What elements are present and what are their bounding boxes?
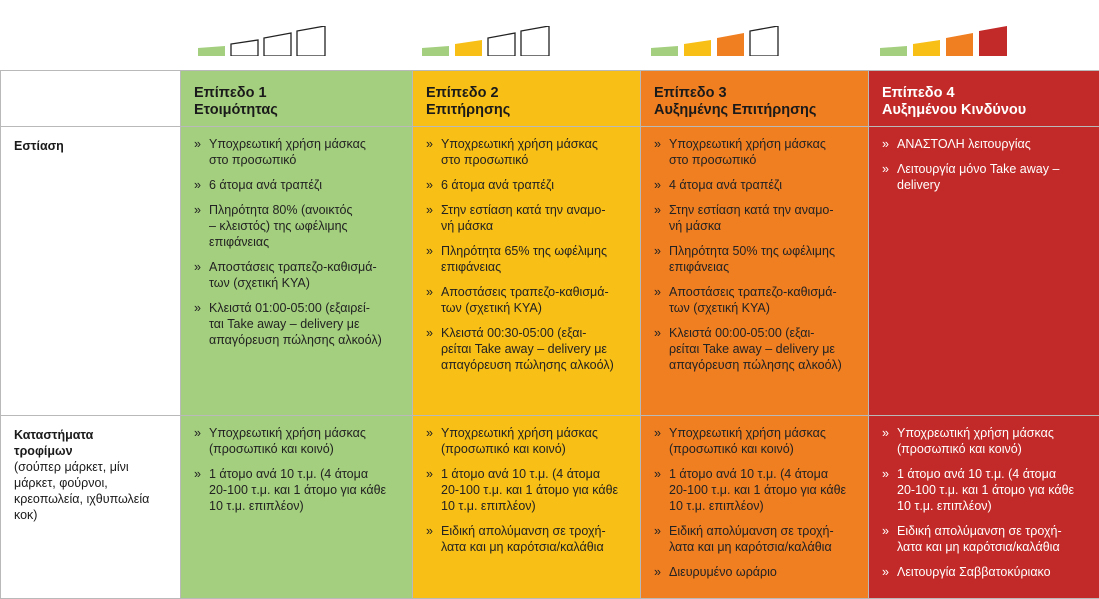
level-1-name: Ετοιμότητας [194,102,412,119]
level-2-name: Επιτήρησης [426,102,640,119]
list-item: » Ειδική απολύμανση σε τροχή- λατα και μη καρότσια/καλάθια [426,523,632,555]
list-item: » Πληρότητα 50% της ωφέλιμης επιφάνειας [654,243,860,275]
row-title: Εστίαση [14,138,180,154]
list-item: » Κλειστά 01:00-05:00 (εξαιρεί- ται Take away – delivery με απαγόρευση πώλησης αλκοόλ) [194,300,404,348]
level-4-name: Αυξημένου Κινδύνου [882,102,1099,119]
row-subtitle: (σούπερ μάρκετ, μίνι μάρκετ, φούρνοι, κρεοπωλεία, ιχθυπωλεία κοκ) [14,459,180,523]
list-item: » 6 άτομα ανά τραπέζι [426,177,632,193]
list-item: » Υποχρεωτική χρήση μάσκας (προσωπικό και κοινό) [654,425,860,457]
list-item: » Λειτουργία μόνο Take away – delivery [882,161,1091,193]
level-2-header [413,71,641,127]
list-item: » Διευρυμένο ωράριο [654,564,860,580]
list-item: » Πληρότητα 80% (ανοικτός – κλειστός) της ωφέλιμης επιφάνειας [194,202,404,250]
level-3-number: Επίπεδο 3 [654,85,868,102]
list-item: » 1 άτομο ανά 10 τ.μ. (4 άτομα 20-100 τ.μ. και 1 άτομο για κάθε 10 τ.μ. επιπλέον) [194,466,404,514]
list-item: » Πληρότητα 65% της ωφέλιμης επιφάνειας [426,243,632,275]
list-item: » Υποχρεωτική χρήση μάσκας (προσωπικό και κοινό) [426,425,632,457]
list-item: » Κλειστά 00:00-05:00 (εξαι- ρείται Take away – delivery με απαγόρευση πώλησης αλκοόλ) [654,325,860,373]
list-item: » 4 άτομα ανά τραπέζι [654,177,860,193]
list-item: » Υποχρεωτική χρήση μάσκας (προσωπικό και κοινό) [882,425,1091,457]
row-label-food-stores [1,416,181,599]
cell-restaurants-level-4 [869,127,1099,416]
list-item: » Υποχρεωτική χρήση μάσκας (προσωπικό και κοινό) [194,425,404,457]
cell-food-stores-level-3 [641,416,869,599]
table-row-restaurants [1,127,1099,416]
level-4-number: Επίπεδο 4 [882,85,1099,102]
list-item: » Υποχρεωτική χρήση μάσκας στο προσωπικό [654,136,860,168]
list-item: » ΑΝΑΣΤΟΛΗ λειτουργίας [882,136,1091,152]
list-item: » Λειτουργία Σαββατοκύριακο [882,564,1091,580]
level-2-number: Επίπεδο 2 [426,85,640,102]
list-item: » Στην εστίαση κατά την αναμο- νή μάσκα [654,202,860,234]
list-item: » Υποχρεωτική χρήση μάσκας στο προσωπικό [194,136,404,168]
level-4-header [869,71,1099,127]
list-item: » 1 άτομο ανά 10 τ.μ. (4 άτομα 20-100 τ.μ. και 1 άτομο για κάθε 10 τ.μ. επιπλέον) [882,466,1091,514]
cell-restaurants-level-1 [181,127,413,416]
cell-restaurants-level-2 [413,127,641,416]
level-3-indicator-icon [651,26,781,56]
level-indicators [0,0,1099,70]
level-1-indicator-icon [198,26,328,56]
cell-restaurants-level-3 [641,127,869,416]
level-1-header [181,71,413,127]
level-1-number: Επίπεδο 1 [194,85,412,102]
level-3-header [641,71,869,127]
list-item: » 1 άτομο ανά 10 τ.μ. (4 άτομα 20-100 τ.μ. και 1 άτομο για κάθε 10 τ.μ. επιπλέον) [654,466,860,514]
level-3-name: Αυξημένης Επιτήρησης [654,102,868,119]
list-item: » Αποστάσεις τραπεζο-καθισμά- των (σχετική ΚΥΑ) [426,284,632,316]
list-item: » 1 άτομο ανά 10 τ.μ. (4 άτομα 20-100 τ.μ. και 1 άτομο για κάθε 10 τ.μ. επιπλέον) [426,466,632,514]
list-item: » 6 άτομα ανά τραπέζι [194,177,404,193]
level-2-indicator-icon [422,26,552,56]
table-header-row [1,71,1099,127]
list-item: » Υποχρεωτική χρήση μάσκας στο προσωπικό [426,136,632,168]
list-item: » Ειδική απολύμανση σε τροχή- λατα και μη καρότσια/καλάθια [882,523,1091,555]
list-item: » Κλειστά 00:30-05:00 (εξαι- ρείται Take away – delivery με απαγόρευση πώλησης αλκοόλ) [426,325,632,373]
list-item: » Στην εστίαση κατά την αναμο- νή μάσκα [426,202,632,234]
row-label-restaurants [1,127,181,416]
cell-food-stores-level-4 [869,416,1099,599]
level-4-indicator-icon [880,26,1010,56]
corner-cell [1,71,181,127]
cell-food-stores-level-1 [181,416,413,599]
list-item: » Αποστάσεις τραπεζο-καθισμά- των (σχετική ΚΥΑ) [654,284,860,316]
list-item: » Αποστάσεις τραπεζο-καθισμά- των (σχετική ΚΥΑ) [194,259,404,291]
row-title: Καταστήματα τροφίμων [14,427,180,459]
cell-food-stores-level-2 [413,416,641,599]
measures-table [0,70,1099,599]
table-row-food-stores [1,416,1099,599]
list-item: » Ειδική απολύμανση σε τροχή- λατα και μη καρότσια/καλάθια [654,523,860,555]
